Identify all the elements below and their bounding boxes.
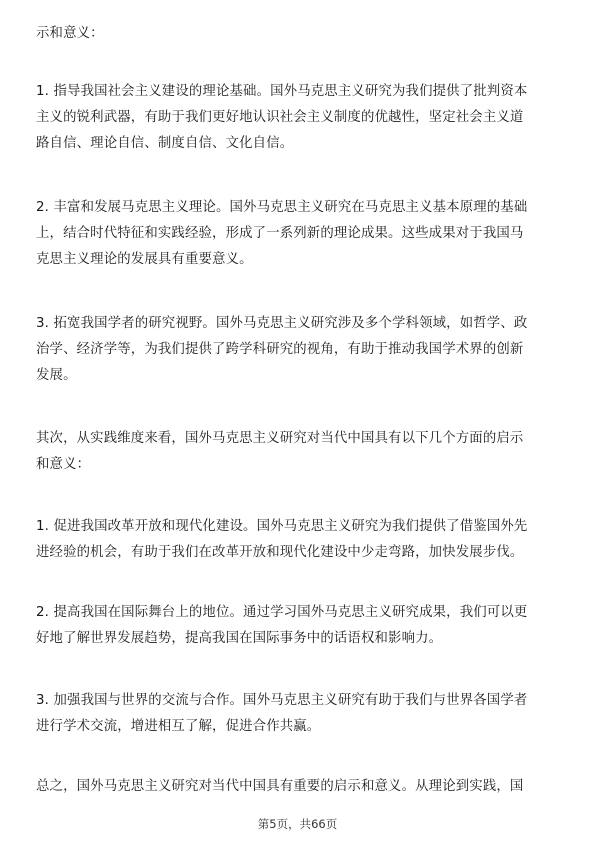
paragraph-theory-point-3: [36, 311, 560, 389]
text-line: 1. 促进我国改革开放和现代化建设。国外马克思主义研究为我们提供了借鉴国外先: [36, 519, 528, 534]
text-line: 治学、经济学等，为我们提供了跨学科研究的视角，有助于推动我国学术界的创新: [36, 342, 524, 357]
text-line: 其次，从实践维度来看，国外马克思主义研究对当代中国具有以下几个方面的启示: [36, 431, 524, 446]
paragraph-theory-point-1: [36, 79, 560, 157]
text-line: 2. 丰富和发展马克思主义理论。国外马克思主义研究在马克思主义基本原理的基础: [36, 200, 528, 215]
text-line: 上，结合时代特征和实践经验，形成了一系列新的理论成果。这些成果对于我国马: [36, 226, 524, 241]
text-line: 示和意义：: [36, 26, 104, 41]
paragraph-practice-intro: [36, 426, 560, 478]
text-line: 克思主义理论的发展具有重要意义。: [36, 252, 253, 267]
text-line: 路自信、理论自信、制度自信、文化自信。: [36, 136, 294, 151]
paragraph-conclusion: [36, 774, 560, 800]
text-line: 主义的锐利武器，有助于我们更好地认识社会主义制度的优越性，坚定社会主义道: [36, 110, 524, 125]
paragraph-practice-point-2: [36, 600, 560, 652]
paragraph-theory-point-2: [36, 195, 560, 273]
text-line: 3. 加强我国与世界的交流与合作。国外马克思主义研究有助于我们与世界各国学者: [36, 693, 528, 708]
text-line: 和意义：: [36, 457, 91, 472]
text-line: 3. 拓宽我国学者的研究视野。国外马克思主义研究涉及多个学科领域，如哲学、政: [36, 316, 528, 331]
text-line: 2. 提高我国在国际舞台上的地位。通过学习国外马克思主义研究成果，我们可以更: [36, 605, 528, 620]
paragraph-intro-continuation: [36, 21, 560, 47]
text-line: 总之，国外马克思主义研究对当代中国具有重要的启示和意义。从理论到实践，国: [36, 779, 524, 794]
page-number-footer: 第5页，共66页: [257, 817, 338, 831]
text-line: 好地了解世界发展趋势，提高我国在国际事务中的话语权和影响力。: [36, 631, 443, 646]
text-line: 发展。: [36, 368, 77, 383]
text-line: 进经验的机会，有助于我们在改革开放和现代化建设中少走弯路，加快发展步伐。: [36, 545, 524, 560]
text-line: 进行学术交流，增进相互了解，促进合作共赢。: [36, 719, 321, 734]
text-line: 1. 指导我国社会主义建设的理论基础。国外马克思主义研究为我们提供了批判资本: [36, 84, 528, 99]
paragraph-practice-point-1: [36, 514, 560, 566]
paragraph-practice-point-3: [36, 688, 560, 740]
